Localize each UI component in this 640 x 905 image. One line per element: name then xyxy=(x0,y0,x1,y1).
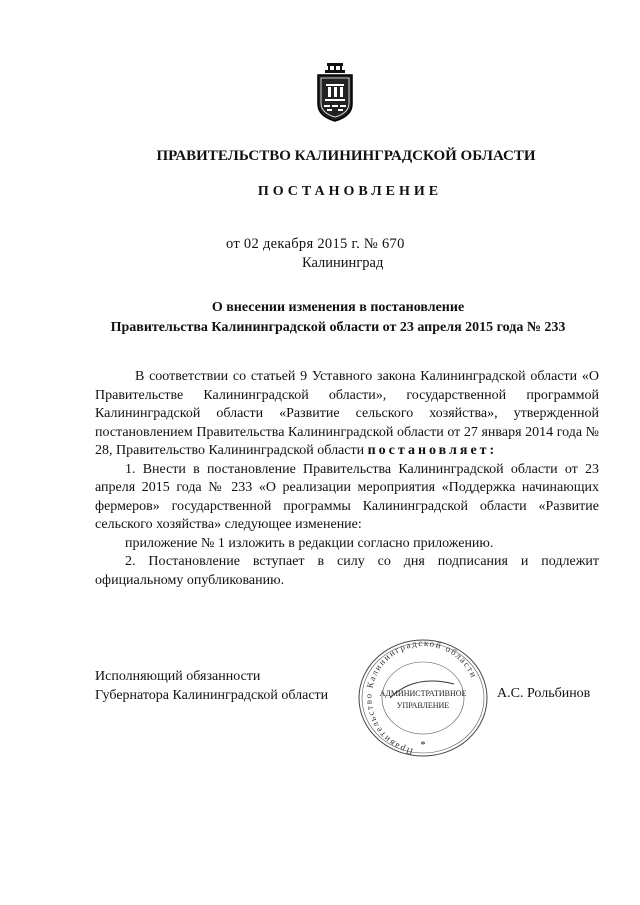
seal-inner-line-2: УПРАВЛЕНИЕ xyxy=(396,701,450,710)
item-1: 1. Внести в постановление Правительства Калининградской области от 23 апреля 2015 года № 233 «О реализации мероприятия «Поддержка начинающих фермеров» государственной программы Калининградской области «Развитие сельского хозяйства» следующее изменение: xyxy=(95,461,599,532)
signer-position xyxy=(95,667,328,705)
preamble-paragraph xyxy=(95,368,599,461)
document-body xyxy=(95,368,599,590)
signer-name: А.С. Рольбинов xyxy=(497,686,591,701)
city: Калининград xyxy=(302,255,384,271)
subject-line-2: Правительства Калининградской области от 23 апреля 2015 года № 233 xyxy=(110,320,566,335)
seal-inner-line-1: АДМИНИСТРАТИВНОЕ xyxy=(379,689,467,698)
coat-of-arms-emblem xyxy=(314,62,356,122)
official-seal xyxy=(354,634,492,760)
preamble-text: В соответствии со статьей 9 Уставного закона Калининградской области «О Правительстве Калининградской области», государственной программой Калининградской области «Развитие сельского хозяйства», утвержденной постановлением Правительства Калининградской области от 27 января 2014 года № 28, Правительство Калининградской области xyxy=(95,369,599,458)
document-subject xyxy=(18,298,640,338)
seal-ring-text: Правительство Калининградской области xyxy=(363,637,480,757)
date-number-line: от 02 декабря 2015 г. № 670 xyxy=(226,236,405,252)
signer-position-line-2: Губернатора Калининградской области xyxy=(95,688,329,703)
subject-line-1: О внесении изменения в постановление xyxy=(211,300,465,315)
signer-position-line-1: Исполняющий обязанности xyxy=(95,669,261,684)
item-1-detail: приложение № 1 изложить в редакции согласно приложению. xyxy=(125,535,494,551)
decree-word: постановляет: xyxy=(367,443,498,458)
seal-star: * xyxy=(420,740,426,751)
government-name: ПРАВИТЕЛЬСТВО КАЛИНИНГРАДСКОЙ ОБЛАСТИ xyxy=(156,148,536,164)
item-2: 2. Постановление вступает в силу со дня подписания и подлежит официальному опубликованию. xyxy=(95,554,599,588)
document-type: ПОСТАНОВЛЕНИЕ xyxy=(257,184,443,199)
